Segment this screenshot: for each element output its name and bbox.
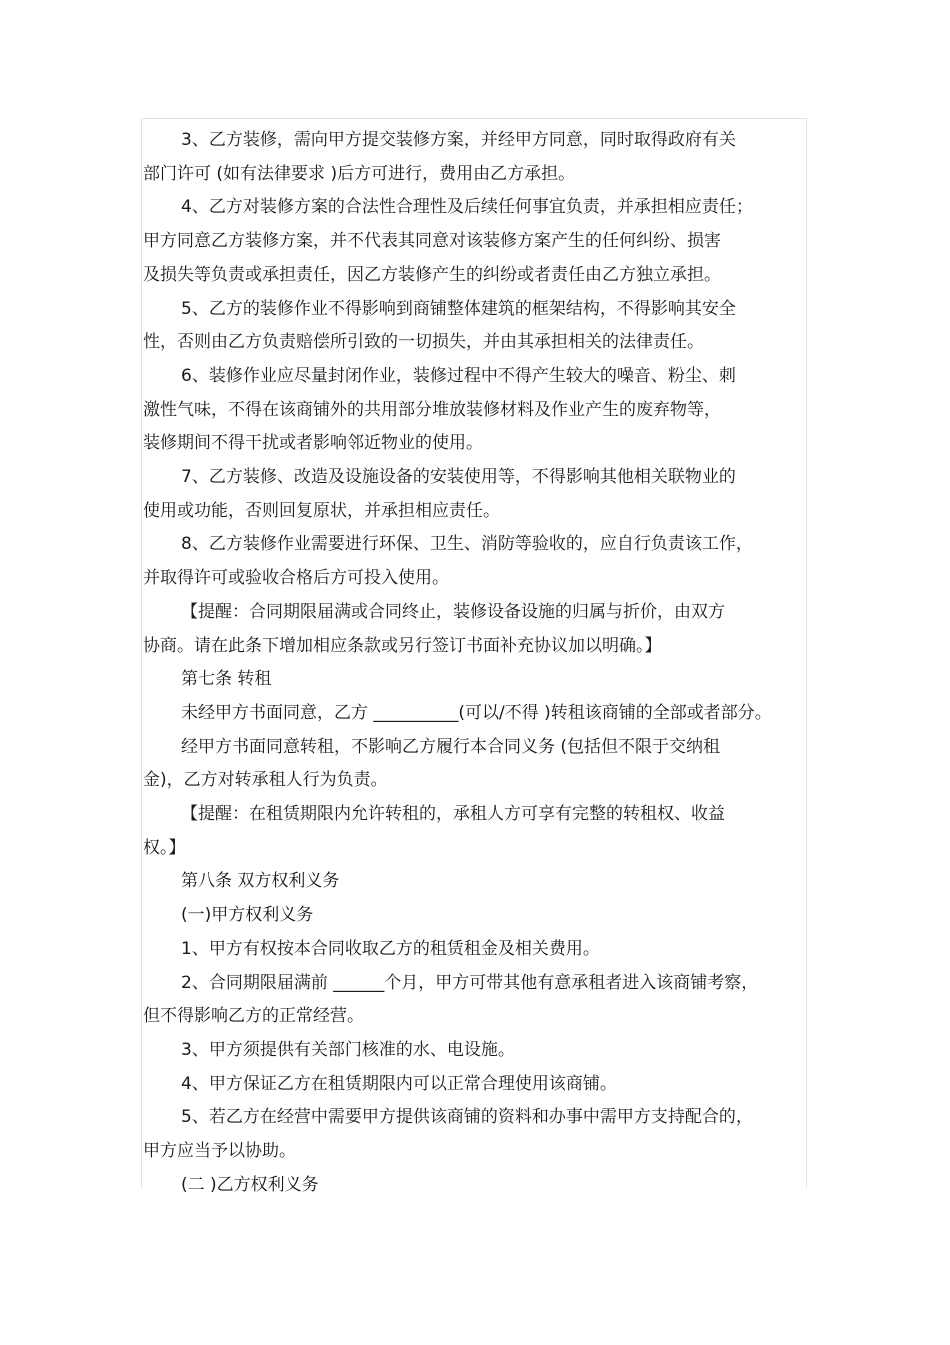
text-line: 甲方同意乙方装修方案，并不代表其同意对该装修方案产生的任何纠纷、损害 xyxy=(143,231,721,252)
paragraph-s1-p5 xyxy=(143,1101,823,1168)
text-line: 7、乙方装修、改造及设施设备的安装使用等，不得影响其他相关联物业的 xyxy=(181,467,736,488)
text-line: 【提醒：合同期限届满或合同终止，装修设备设施的归属与折价，由双方 xyxy=(181,601,725,622)
text-line: 3、乙方装修，需向甲方提交装修方案，并经甲方同意，同时取得政府有关 xyxy=(181,130,736,150)
text-line: 5、乙方的装修作业不得影响到商铺整体建筑的框架结构，不得影响其安全 xyxy=(181,298,736,319)
text-line: 8、乙方装修作业需要进行环保、卫生、消防等验收的，应自行负责该工作， xyxy=(181,534,753,555)
paragraph-s1-p4 xyxy=(143,1068,823,1102)
paragraph-section2-title xyxy=(143,1169,823,1203)
text-line: 4、乙方对装修方案的合法性合理性及后续任何事宜负责，并承担相应责任； xyxy=(181,197,753,218)
text-line: 经甲方书面同意转租，不影响乙方履行本合同义务 (包括但不限于交纳租 xyxy=(181,736,721,757)
text-line: 金)，乙方对转承租人行为负责。 xyxy=(143,770,388,791)
text-line: 5、若乙方在经营中需要甲方提供该商铺的资料和办事中需甲方支持配合的， xyxy=(181,1107,753,1128)
paragraph-s1-p2 xyxy=(143,967,823,1034)
text-line: 但不得影响乙方的正常经营。 xyxy=(143,1006,364,1027)
text-line: (二 )乙方权利义务 xyxy=(181,1174,319,1195)
text-line: 权。】 xyxy=(143,837,186,858)
paragraph-s1-p1 xyxy=(143,933,823,967)
paragraph-article7-title xyxy=(143,663,823,697)
text-line: 部门许可 (如有法律要求 )后方可进行，费用由乙方承担。 xyxy=(143,163,576,184)
paragraph-p4 xyxy=(143,191,823,292)
paragraph-article8-title xyxy=(143,865,823,899)
paragraph-p5 xyxy=(143,293,823,360)
paragraph-p6 xyxy=(143,360,823,461)
text-line: 4、甲方保证乙方在租赁期限内可以正常合理使用该商铺。 xyxy=(181,1073,617,1094)
text-line: 激性气味，不得在该商铺外的共用部分堆放装修材料及作业产生的废弃物等， xyxy=(143,399,721,420)
text-line: 及损失等负责或承担责任，因乙方装修产生的纠纷或者责任由乙方独立承担。 xyxy=(143,264,721,285)
text-line: 装修期间不得干扰或者影响邻近物业的使用。 xyxy=(143,433,483,454)
document-body xyxy=(143,124,823,1203)
paragraph-reminder1 xyxy=(143,596,823,663)
paragraph-section1-title xyxy=(143,899,823,933)
paragraph-p3 xyxy=(143,124,823,191)
paragraph-article7-p2 xyxy=(143,731,823,798)
text-line: 1、甲方有权按本合同收取乙方的租赁租金及相关费用。 xyxy=(181,938,600,959)
text-line: 3、甲方须提供有关部门核准的水、电设施。 xyxy=(181,1039,515,1060)
text-line: (一)甲方权利义务 xyxy=(181,905,314,926)
text-line: 第七条 转租 xyxy=(181,669,272,690)
text-line: 2、合同期限届满前 ______个月，甲方可带其他有意承租者进入该商铺考察， xyxy=(181,972,759,993)
text-line: 第八条 双方权利义务 xyxy=(181,871,340,892)
paragraph-p8 xyxy=(143,528,823,595)
paragraph-p7 xyxy=(143,461,823,528)
text-line: 使用或功能，否则回复原状，并承担相应责任。 xyxy=(143,500,500,521)
text-line: 甲方应当予以协助。 xyxy=(143,1141,296,1162)
paragraph-article7-p1 xyxy=(143,697,823,731)
text-line: 并取得许可或验收合格后方可投入使用。 xyxy=(143,568,449,589)
paragraph-reminder2 xyxy=(143,798,823,865)
text-line: 6、装修作业应尽量封闭作业，装修过程中不得产生较大的噪音、粉尘、刺 xyxy=(181,365,736,386)
text-line: 未经甲方书面同意，乙方 __________(可以/不得 )转租该商铺的全部或者部分。 xyxy=(181,702,772,723)
text-line: 【提醒：在租赁期限内允许转租的，承租人方可享有完整的转租权、收益 xyxy=(181,804,725,825)
paragraph-s1-p3 xyxy=(143,1034,823,1068)
text-line: 性，否则由乙方负责赔偿所引致的一切损失，并由其承担相关的法律责任。 xyxy=(143,332,704,353)
text-line: 协商。请在此条下增加相应条款或另行签订书面补充协议加以明确。】 xyxy=(143,635,662,656)
